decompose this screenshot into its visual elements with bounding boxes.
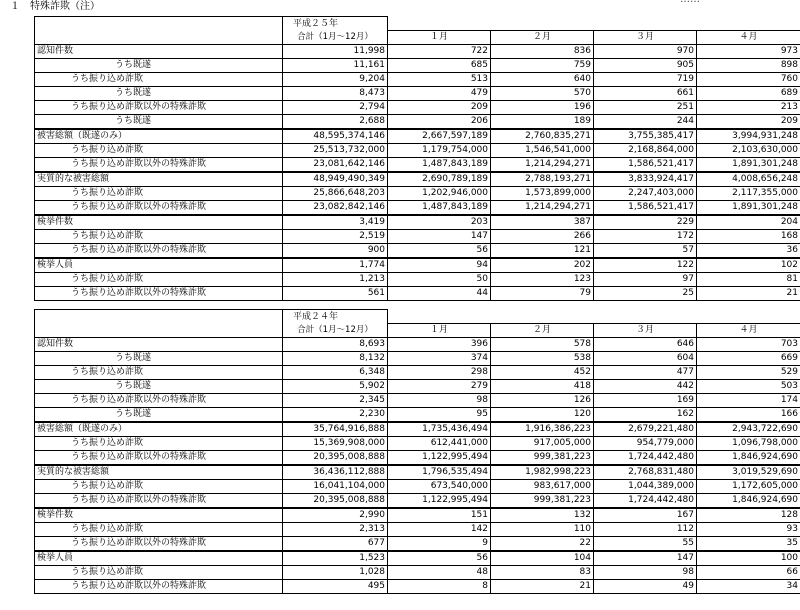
month-cell: 279 (388, 379, 491, 393)
month-cell: 1,586,521,417 (594, 200, 697, 215)
header-blank (35, 30, 283, 44)
table-row (35, 551, 800, 566)
month-cell: 513 (388, 72, 491, 86)
total-cell: 25,866,648,203 (283, 186, 388, 200)
month-cell: 999,381,223 (491, 450, 594, 465)
month-cell: 3,833,924,417 (594, 172, 697, 187)
month-cell: 1,586,521,417 (594, 157, 697, 172)
table-row (35, 200, 800, 215)
month-cell: 442 (594, 379, 697, 393)
total-cell: 36,436,112,888 (283, 465, 388, 480)
month-cell: 83 (491, 565, 594, 579)
row-label: うち振り込め詐欺 (35, 72, 283, 86)
month-cell: 204 (697, 215, 800, 230)
month-cell: 1,724,442,480 (594, 450, 697, 465)
month-column-header: ２月 (491, 30, 594, 44)
row-label: うち振り込め詐欺以外の特殊詐欺 (35, 493, 283, 508)
row-label: うち振り込め詐欺 (35, 565, 283, 579)
table-row (35, 536, 800, 551)
month-cell: 1,179,754,000 (388, 143, 491, 157)
table-row (35, 379, 800, 393)
total-column-header: 合計（1月～12月） (283, 30, 388, 44)
month-cell: 1,846,924,690 (697, 493, 800, 508)
table-row (35, 450, 800, 465)
month-cell: 983,617,000 (491, 479, 594, 493)
month-cell: 66 (697, 565, 800, 579)
table-row (35, 172, 800, 187)
row-label: うち既遂 (35, 58, 283, 72)
total-cell: 8,132 (283, 351, 388, 365)
month-cell: 640 (491, 72, 594, 86)
table-row (35, 508, 800, 523)
total-cell: 20,395,008,888 (283, 493, 388, 508)
table-row (35, 493, 800, 508)
month-cell: 79 (491, 286, 594, 300)
month-cell: 2,247,403,000 (594, 186, 697, 200)
month-cell: 49 (594, 579, 697, 593)
month-column-header: ３月 (594, 30, 697, 44)
row-label: うち振り込め詐欺 (35, 143, 283, 157)
row-label: 実質的な被害総額 (35, 172, 283, 187)
row-label: うち振り込め詐欺 (35, 229, 283, 243)
month-cell: 2,690,789,189 (388, 172, 491, 187)
month-cell: 387 (491, 215, 594, 230)
month-column-header: ４月 (697, 323, 800, 337)
month-cell: 57 (594, 243, 697, 258)
month-cell: 132 (491, 508, 594, 523)
row-label: うち既遂 (35, 379, 283, 393)
total-cell: 6,348 (283, 365, 388, 379)
row-label: うち振り込め詐欺 (35, 522, 283, 536)
month-cell: 1,214,294,271 (491, 157, 594, 172)
month-cell: 55 (594, 536, 697, 551)
total-cell: 2,230 (283, 407, 388, 422)
table-row (35, 286, 800, 300)
month-cell: 2,679,221,480 (594, 422, 697, 437)
month-cell: 189 (491, 114, 594, 129)
month-cell: 142 (388, 522, 491, 536)
month-cell: 570 (491, 86, 594, 100)
total-cell: 11,161 (283, 58, 388, 72)
row-label: うち既遂 (35, 407, 283, 422)
total-cell: 9,204 (283, 72, 388, 86)
month-cell: 1,573,899,000 (491, 186, 594, 200)
header-row-era (35, 17, 800, 31)
table-row (35, 407, 800, 422)
month-cell: 8 (388, 579, 491, 593)
month-cell: 760 (697, 72, 800, 86)
row-label: うち振り込め詐欺以外の特殊詐欺 (35, 536, 283, 551)
table-body (35, 310, 800, 594)
month-cell: 98 (388, 393, 491, 407)
month-cell: 1,202,946,000 (388, 186, 491, 200)
table-row (35, 522, 800, 536)
total-column-header: 合計（1月～12月） (283, 323, 388, 337)
month-cell: 1,487,843,189 (388, 200, 491, 215)
total-cell: 48,949,490,349 (283, 172, 388, 187)
month-cell: 604 (594, 351, 697, 365)
month-cell: 4,008,656,248 (697, 172, 800, 187)
total-cell: 48,595,374,146 (283, 129, 388, 144)
row-label: うち振り込め詐欺 (35, 365, 283, 379)
month-cell: 1,122,995,494 (388, 450, 491, 465)
month-cell: 970 (594, 44, 697, 58)
month-cell: 112 (594, 522, 697, 536)
month-cell: 120 (491, 407, 594, 422)
month-cell: 206 (388, 114, 491, 129)
month-cell: 503 (697, 379, 800, 393)
total-cell: 23,081,642,146 (283, 157, 388, 172)
row-label: うち振り込め詐欺 (35, 186, 283, 200)
stats-table-h25 (34, 16, 800, 301)
table-row (35, 465, 800, 480)
total-cell: 3,419 (283, 215, 388, 230)
month-cell: 1,796,535,494 (388, 465, 491, 480)
month-cell: 128 (697, 508, 800, 523)
month-column-header: ４月 (697, 30, 800, 44)
month-cell: 452 (491, 365, 594, 379)
month-cell: 529 (697, 365, 800, 379)
total-cell: 5,902 (283, 379, 388, 393)
table-row (35, 86, 800, 100)
month-cell: 673,540,000 (388, 479, 491, 493)
total-cell: 561 (283, 286, 388, 300)
row-label: うち振り込め詐欺 (35, 272, 283, 286)
month-cell: 1,214,294,271 (491, 200, 594, 215)
row-label: うち振り込め詐欺以外の特殊詐欺 (35, 579, 283, 593)
row-label: 検挙件数 (35, 215, 283, 230)
row-label: 被害総額（既遂のみ） (35, 422, 283, 437)
month-column-header: ３月 (594, 323, 697, 337)
header-fragment (680, 0, 700, 5)
row-label: うち既遂 (35, 351, 283, 365)
month-cell: 229 (594, 215, 697, 230)
month-cell: 759 (491, 58, 594, 72)
table-row (35, 186, 800, 200)
month-cell: 266 (491, 229, 594, 243)
month-cell: 477 (594, 365, 697, 379)
month-cell: 578 (491, 337, 594, 351)
total-cell: 1,523 (283, 551, 388, 566)
month-cell: 298 (388, 365, 491, 379)
month-cell: 538 (491, 351, 594, 365)
month-cell: 196 (491, 100, 594, 114)
month-cell: 36 (697, 243, 800, 258)
month-cell: 685 (388, 58, 491, 72)
month-cell: 251 (594, 100, 697, 114)
month-cell: 2,667,597,189 (388, 129, 491, 144)
table-row (35, 229, 800, 243)
month-cell: 102 (697, 258, 800, 273)
table-row (35, 565, 800, 579)
month-cell: 1,891,301,248 (697, 200, 800, 215)
header-spacer (388, 310, 800, 324)
row-label: うち振り込め詐欺 (35, 479, 283, 493)
table-row (35, 579, 800, 593)
month-cell: 121 (491, 243, 594, 258)
month-cell: 94 (388, 258, 491, 273)
month-cell: 1,724,442,480 (594, 493, 697, 508)
row-label: 被害総額（既遂のみ） (35, 129, 283, 144)
month-cell: 669 (697, 351, 800, 365)
month-cell: 95 (388, 407, 491, 422)
table-body (35, 17, 800, 301)
header-blank (35, 310, 283, 324)
month-cell: 203 (388, 215, 491, 230)
month-cell: 9 (388, 536, 491, 551)
month-cell: 56 (388, 551, 491, 566)
row-label: 検挙人員 (35, 258, 283, 273)
total-cell: 11,998 (283, 44, 388, 58)
month-cell: 209 (697, 114, 800, 129)
month-cell: 1,982,998,223 (491, 465, 594, 480)
month-cell: 97 (594, 272, 697, 286)
total-cell: 15,369,908,000 (283, 436, 388, 450)
month-cell: 374 (388, 351, 491, 365)
row-label: うち振り込め詐欺 (35, 436, 283, 450)
total-cell: 25,513,732,000 (283, 143, 388, 157)
header-blank (35, 17, 283, 31)
total-cell: 677 (283, 536, 388, 551)
month-cell: 999,381,223 (491, 493, 594, 508)
table-row (35, 114, 800, 129)
page-title: １ 特殊詐欺（注） (10, 1, 100, 12)
month-cell: 21 (697, 286, 800, 300)
month-cell: 122 (594, 258, 697, 273)
month-cell: 1,891,301,248 (697, 157, 800, 172)
month-cell: 151 (388, 508, 491, 523)
month-cell: 479 (388, 86, 491, 100)
row-label: うち振り込め詐欺以外の特殊詐欺 (35, 100, 283, 114)
table-row (35, 44, 800, 58)
month-column-header: ２月 (491, 323, 594, 337)
month-cell: 2,117,355,000 (697, 186, 800, 200)
table-row (35, 157, 800, 172)
month-cell: 209 (388, 100, 491, 114)
table-row (35, 258, 800, 273)
table-row (35, 393, 800, 407)
month-cell: 166 (697, 407, 800, 422)
month-cell: 418 (491, 379, 594, 393)
table-row (35, 243, 800, 258)
total-cell: 8,693 (283, 337, 388, 351)
month-cell: 905 (594, 58, 697, 72)
month-cell: 1,096,798,000 (697, 436, 800, 450)
header-row-era (35, 310, 800, 324)
month-cell: 2,103,630,000 (697, 143, 800, 157)
table-row (35, 100, 800, 114)
month-cell: 396 (388, 337, 491, 351)
month-cell: 719 (594, 72, 697, 86)
month-cell: 2,168,864,000 (594, 143, 697, 157)
month-cell: 1,487,843,189 (388, 157, 491, 172)
header-row-months (35, 323, 800, 337)
month-cell: 836 (491, 44, 594, 58)
total-cell: 2,345 (283, 393, 388, 407)
month-cell: 100 (697, 551, 800, 566)
stats-table-h24 (34, 309, 800, 594)
total-cell: 1,028 (283, 565, 388, 579)
row-label: 認知件数 (35, 337, 283, 351)
row-label: 認知件数 (35, 44, 283, 58)
month-cell: 56 (388, 243, 491, 258)
total-cell: 16,041,104,000 (283, 479, 388, 493)
month-cell: 2,788,193,271 (491, 172, 594, 187)
table-row (35, 479, 800, 493)
month-cell: 646 (594, 337, 697, 351)
month-cell: 898 (697, 58, 800, 72)
month-cell: 1,735,436,494 (388, 422, 491, 437)
total-cell: 20,395,008,888 (283, 450, 388, 465)
table-row (35, 337, 800, 351)
total-cell: 35,764,916,888 (283, 422, 388, 437)
month-cell: 147 (388, 229, 491, 243)
month-column-header: １月 (388, 323, 491, 337)
month-cell: 1,044,389,000 (594, 479, 697, 493)
total-cell: 1,213 (283, 272, 388, 286)
month-cell: 1,916,386,223 (491, 422, 594, 437)
table-row (35, 436, 800, 450)
month-cell: 98 (594, 565, 697, 579)
month-cell: 110 (491, 522, 594, 536)
table-row (35, 365, 800, 379)
table-row (35, 215, 800, 230)
month-cell: 1,546,541,000 (491, 143, 594, 157)
month-cell: 21 (491, 579, 594, 593)
month-cell: 1,846,924,690 (697, 450, 800, 465)
month-cell: 661 (594, 86, 697, 100)
row-label: うち振り込め詐欺以外の特殊詐欺 (35, 450, 283, 465)
table-row (35, 351, 800, 365)
month-cell: 123 (491, 272, 594, 286)
total-cell: 1,774 (283, 258, 388, 273)
month-cell: 48 (388, 565, 491, 579)
total-cell: 23,082,842,146 (283, 200, 388, 215)
header-blank (35, 323, 283, 337)
total-cell: 2,519 (283, 229, 388, 243)
month-cell: 703 (697, 337, 800, 351)
table-row (35, 272, 800, 286)
header-spacer (388, 17, 800, 31)
month-cell: 917,005,000 (491, 436, 594, 450)
month-cell: 168 (697, 229, 800, 243)
era-label: 平成２５年 (283, 17, 388, 31)
month-cell: 167 (594, 508, 697, 523)
total-cell: 495 (283, 579, 388, 593)
month-cell: 3,755,385,417 (594, 129, 697, 144)
month-cell: 612,441,000 (388, 436, 491, 450)
table-row (35, 58, 800, 72)
row-label: うち振り込め詐欺以外の特殊詐欺 (35, 200, 283, 215)
row-label: うち振り込め詐欺以外の特殊詐欺 (35, 243, 283, 258)
month-cell: 202 (491, 258, 594, 273)
era-label: 平成２４年 (283, 310, 388, 324)
month-cell: 162 (594, 407, 697, 422)
total-cell: 900 (283, 243, 388, 258)
month-cell: 81 (697, 272, 800, 286)
month-cell: 50 (388, 272, 491, 286)
row-label: うち振り込め詐欺以外の特殊詐欺 (35, 286, 283, 300)
total-cell: 8,473 (283, 86, 388, 100)
month-cell: 689 (697, 86, 800, 100)
total-cell: 2,794 (283, 100, 388, 114)
month-cell: 1,122,995,494 (388, 493, 491, 508)
total-cell: 2,688 (283, 114, 388, 129)
month-cell: 169 (594, 393, 697, 407)
row-label: うち振り込め詐欺以外の特殊詐欺 (35, 157, 283, 172)
total-cell: 2,313 (283, 522, 388, 536)
month-cell: 3,994,931,248 (697, 129, 800, 144)
month-column-header: １月 (388, 30, 491, 44)
month-cell: 2,768,831,480 (594, 465, 697, 480)
month-cell: 174 (697, 393, 800, 407)
row-label: うち既遂 (35, 114, 283, 129)
month-cell: 172 (594, 229, 697, 243)
row-label: 実質的な被害総額 (35, 465, 283, 480)
month-cell: 104 (491, 551, 594, 566)
month-cell: 34 (697, 579, 800, 593)
month-cell: 44 (388, 286, 491, 300)
table-row (35, 72, 800, 86)
month-cell: 722 (388, 44, 491, 58)
month-cell: 93 (697, 522, 800, 536)
month-cell: 2,760,835,271 (491, 129, 594, 144)
row-label: うち振り込め詐欺以外の特殊詐欺 (35, 393, 283, 407)
month-cell: 973 (697, 44, 800, 58)
month-cell: 25 (594, 286, 697, 300)
month-cell: 213 (697, 100, 800, 114)
month-cell: 1,172,605,000 (697, 479, 800, 493)
month-cell: 2,943,722,690 (697, 422, 800, 437)
row-label: 検挙件数 (35, 508, 283, 523)
total-cell: 2,990 (283, 508, 388, 523)
month-cell: 22 (491, 536, 594, 551)
month-cell: 126 (491, 393, 594, 407)
month-cell: 244 (594, 114, 697, 129)
header-row-months (35, 30, 800, 44)
row-label: うち既遂 (35, 86, 283, 100)
table-row (35, 422, 800, 437)
month-cell: 954,779,000 (594, 436, 697, 450)
month-cell: 35 (697, 536, 800, 551)
row-label: 検挙人員 (35, 551, 283, 566)
table-row (35, 129, 800, 144)
month-cell: 3,019,529,690 (697, 465, 800, 480)
month-cell: 147 (594, 551, 697, 566)
table-row (35, 143, 800, 157)
